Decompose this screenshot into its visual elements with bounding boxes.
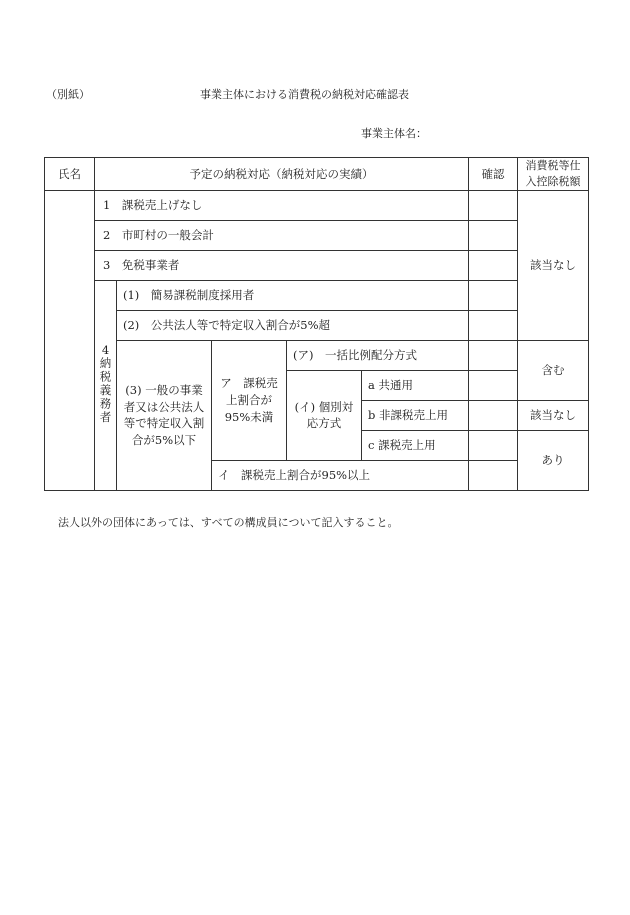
confirm-cell-4[interactable] (469, 280, 518, 310)
page-title: 事業主体における消費税の納税対応確認表 (200, 88, 409, 101)
row-simplified-taxation: (1) 簡易課税制度採用者 (117, 280, 469, 310)
header-deduction: 消費税等仕入控除税額 (518, 158, 589, 191)
taxpayer-label: 納税義務者 (98, 357, 113, 425)
confirm-cell-10[interactable] (469, 460, 518, 490)
row-public-corporation: (2) 公共法人等で特定収入割合が5%超 (117, 310, 469, 340)
row-nontaxable-use: b 非課税売上用 (362, 400, 469, 430)
row-lump-sum-method: (ア) 一括比例配分方式 (287, 340, 469, 370)
footer-note: 法人以外の団体にあっては、すべての構成員について記入すること。 (58, 516, 399, 529)
row-no-taxable-sales: 1 課税売上げなし (95, 190, 469, 220)
row-exempt-business: 3 免税事業者 (95, 250, 469, 280)
confirmation-table (44, 157, 589, 491)
confirm-cell-3[interactable] (469, 250, 518, 280)
row-common-use: a 共通用 (362, 370, 469, 400)
row-i-over-95: イ 課税売上割合が95%以上 (212, 460, 469, 490)
row-a-under-95: ア 課税売上割合が95%未満 (212, 340, 287, 460)
confirm-cell-7[interactable] (469, 370, 518, 400)
row-individual-method: (イ) 個別対応方式 (287, 370, 362, 460)
confirm-cell-6[interactable] (469, 340, 518, 370)
confirm-cell-8[interactable] (469, 400, 518, 430)
header-name: 氏名 (45, 158, 95, 191)
header-plan: 予定の納税対応（納税対応の実績） (95, 158, 469, 191)
result-included: 含む (518, 340, 589, 400)
taxpayer-label-cell (95, 280, 117, 490)
result-none-top: 該当なし (518, 190, 589, 340)
name-cell[interactable] (45, 190, 95, 490)
confirm-cell-9[interactable] (469, 430, 518, 460)
confirm-cell-1[interactable] (469, 190, 518, 220)
row-general-business: (3) 一般の事業者又は公共法人等で特定収入割合が5%以下 (117, 340, 212, 490)
result-yes: あり (518, 430, 589, 490)
taxpayer-number: 4 (101, 343, 110, 358)
attachment-label: （別紙） (46, 88, 90, 101)
header-confirm: 確認 (469, 158, 518, 191)
row-municipal-account: 2 市町村の一般会計 (95, 220, 469, 250)
entity-name-label: 事業主体名： (361, 127, 427, 140)
confirm-cell-5[interactable] (469, 310, 518, 340)
result-none-mid: 該当なし (518, 400, 589, 430)
row-taxable-use: c 課税売上用 (362, 430, 469, 460)
confirm-cell-2[interactable] (469, 220, 518, 250)
